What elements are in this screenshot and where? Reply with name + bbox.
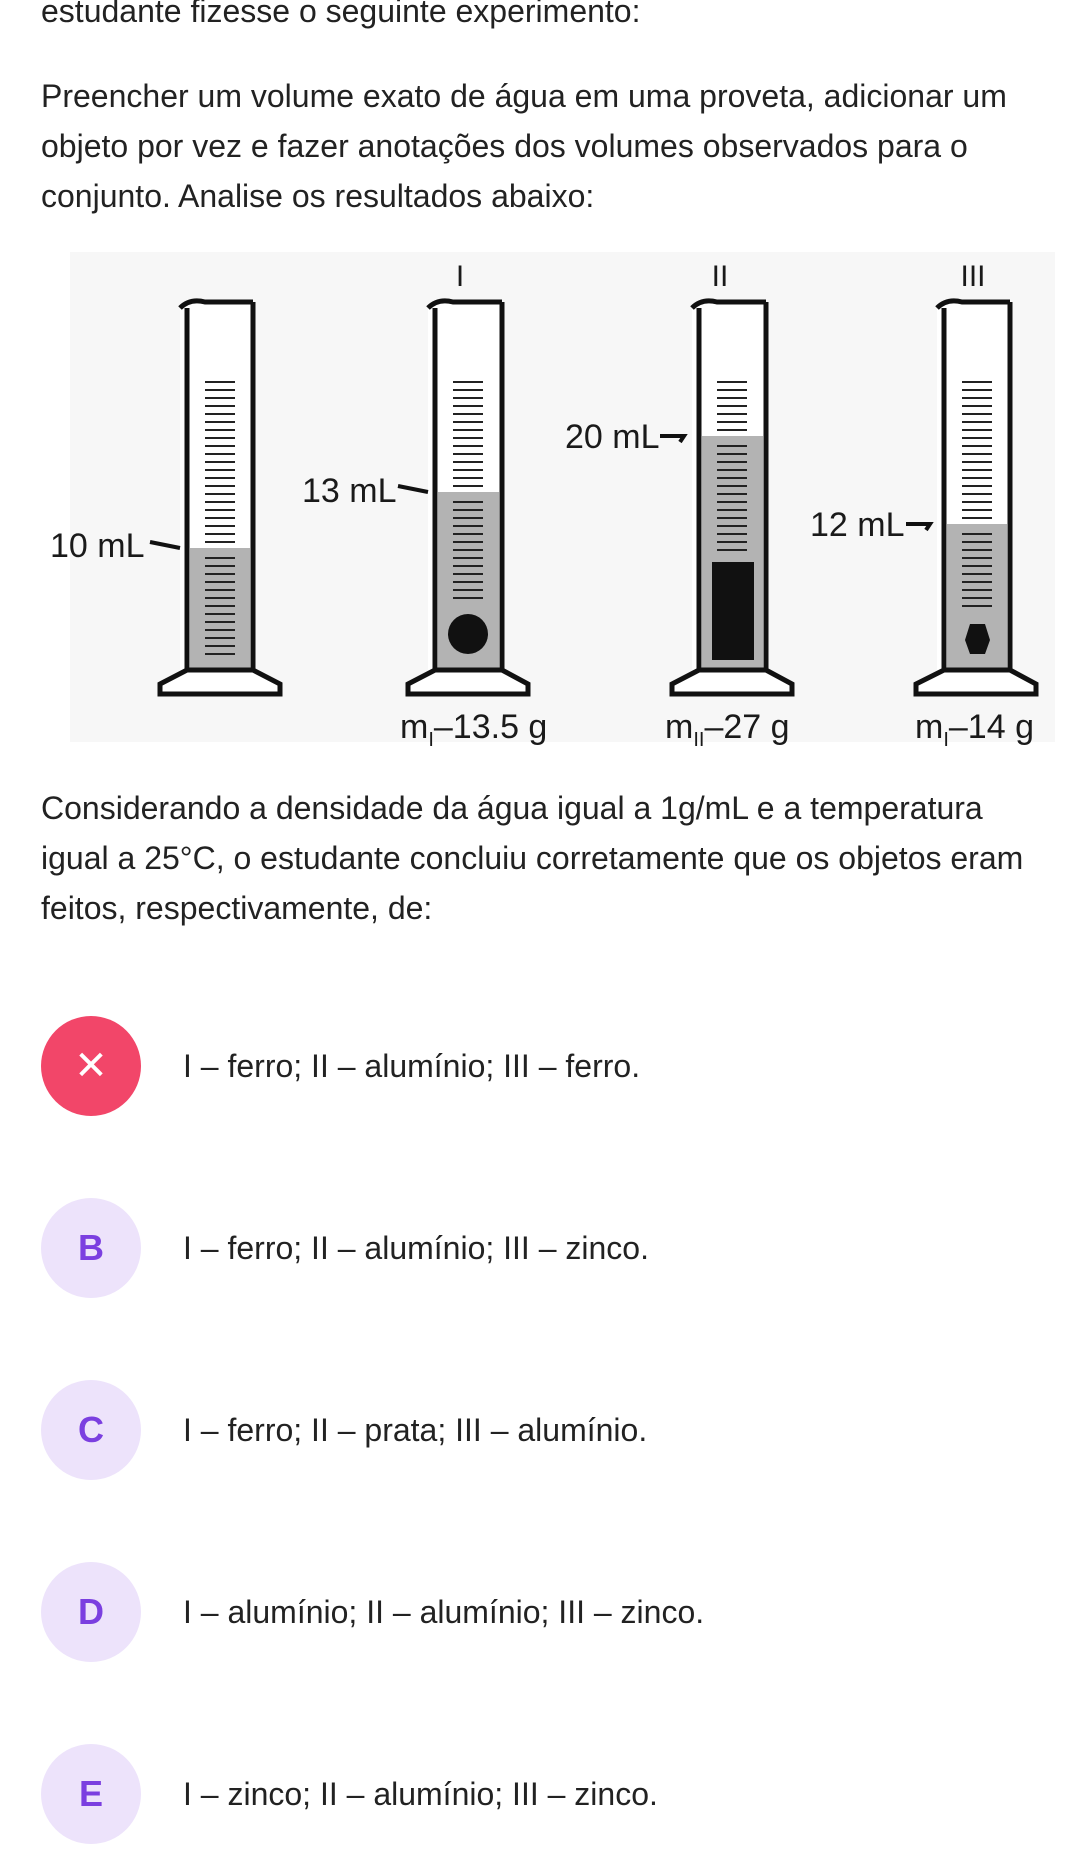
option-d-letter: D [41, 1562, 141, 1662]
question-prompt: Considerando a densidade da água igual a 1g/mL e a temperatura igual a 25°C, o estudante concluiu corretamente que os objetos eram feitos, respectivamente, de: [41, 790, 1024, 926]
cylinder-reference-volume: 10 mL [50, 527, 145, 565]
option-d[interactable] [41, 1562, 1031, 1662]
cylinder-i-volume: 13 mL [302, 472, 397, 510]
cylinder-iii-mass: $m_I-14$ g [915, 708, 1034, 751]
graduated-cylinders-figure [40, 252, 1055, 752]
option-b[interactable] [41, 1198, 1031, 1298]
option-d-text: I – alumínio; II – alumínio; III – zinco. [183, 1593, 705, 1630]
svg-text:I: I [455, 260, 465, 293]
cylinder-iii-volume: 12 mL [810, 506, 905, 544]
option-a[interactable] [41, 1016, 1031, 1116]
cylinder-i-mass: $m_I-13.5$ g [400, 708, 548, 751]
option-c-text: I – ferro; II – prata; III – alumínio. [183, 1411, 648, 1448]
option-c-letter: C [41, 1380, 141, 1480]
option-a-text: I – ferro; II – alumínio; III – ferro. [183, 1047, 641, 1084]
svg-text:II: II [711, 260, 729, 293]
question-procedure: Preencher um volume exato de água em uma proveta, adicionar um objeto por vez e fazer anotações dos volumes observados para o conjunto. Analise os resultados abaixo: [41, 78, 1007, 214]
cylinder-ii-mass: $m_{II}-27$ g [665, 708, 790, 751]
option-e[interactable] [41, 1744, 1031, 1844]
option-c[interactable] [41, 1380, 1031, 1480]
option-e-letter: E [41, 1744, 141, 1844]
option-b-letter: B [41, 1198, 141, 1298]
option-e-text: I – zinco; II – alumínio; III – zinco. [183, 1775, 658, 1812]
cylinder-ii-volume: 20 mL [565, 418, 660, 456]
svg-text:III: III [960, 260, 986, 293]
option-b-text: I – ferro; II – alumínio; III – zinco. [183, 1229, 649, 1266]
question-intro-tail: estudante fizesse o seguinte experimento: [41, 0, 641, 29]
wrong-answer-icon: ✕ [41, 1016, 141, 1116]
